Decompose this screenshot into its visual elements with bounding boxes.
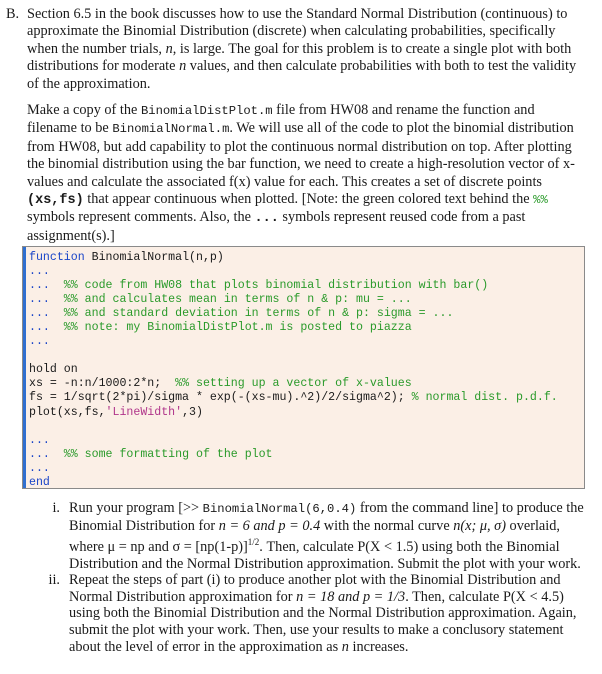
instructions-text-2: file from HW08 and rename the function and filename to be <box>27 102 535 137</box>
code-comment: %% some formatting of the plot <box>63 447 273 461</box>
points-variable: (xs,fs) <box>27 193 84 209</box>
task-number: ii. <box>48 572 60 589</box>
filename-binomialdistplot: BinomialDistPlot.m <box>140 104 273 118</box>
task-text: increases. <box>348 638 409 655</box>
keyword-function: function <box>29 251 85 264</box>
mean-sigma-formula: μ = np and σ = [np(1-p)] <box>107 538 248 555</box>
code-ellipsis: ... <box>29 265 50 279</box>
code-fs-line: fs = 1/sqrt(2*pi)/sigma * exp(-(xs-mu).^2)/2/sigma^2); <box>29 391 412 405</box>
task-text: . Then, calculate P(X < 4.5) using both the Binomial Distribution and the Normal Distribution approximation. Again, submit the plot with your work. Then, use your results to make a conclusory statement about the level of error in the approximation as <box>69 588 577 655</box>
instructions-text-4: that appear continuous when plotted. [Note: the green colored text behind the <box>83 191 534 208</box>
code-plot-line: plot(xs,fs, <box>29 405 106 419</box>
code-ellipsis: ... <box>29 279 50 293</box>
instructions-text-3: . We will use all of the code to plot the binomial distribution from HW08, but add capability to plot the continuous normal distribution on top. After plotting the binomial distribution using the bar function, we need to create a high-resolution vector of x-values and calculate the associated f(x) value for each. This creates a set of discrete points <box>27 120 575 190</box>
code-comment: %% code from HW08 that plots binomial distribution with bar() <box>63 279 489 293</box>
keyword-end: end <box>29 475 50 489</box>
normal-curve-notation: n(x; μ, σ) <box>453 517 506 534</box>
task-parameters: n = 6 and p = 0.4 <box>218 517 321 534</box>
code-xs-line: xs = -n:n/1000:2*n; <box>29 377 176 391</box>
task-text: from the command line] to produce the Binomial Distribution for <box>69 500 584 534</box>
var-n: n <box>165 40 173 57</box>
intro-text-2: , is large. The goal for this problem is to create a single plot with both distributions for moderate <box>27 40 572 75</box>
code-string: 'LineWidth' <box>105 405 183 419</box>
exponent-half: 1/2 <box>247 537 260 548</box>
code-comment: %% note: my BinomialDistPlot.m is posted to piazza <box>63 321 412 335</box>
code-comment: %% and calculates mean in terms of n & p: mu = ... <box>63 293 412 307</box>
code-text <box>29 251 558 490</box>
instructions-text-6: symbols represent reused code from a past assignment(s).] <box>27 209 526 244</box>
section-label: B. <box>6 6 20 22</box>
task-text: overlaid, where <box>69 517 560 555</box>
ellipsis-symbol: ... <box>254 211 279 227</box>
code-ellipsis: ... <box>29 307 50 321</box>
task-item-ii <box>40 572 585 655</box>
filename-binomialnormal: BinomialNormal.m <box>112 122 230 137</box>
code-comment: %% setting up a vector of x-values <box>175 377 412 391</box>
code-ellipsis: ... <box>29 433 50 447</box>
intro-text-3: values, and then calculate probabilities with both to test the validity of the approximation. <box>27 58 577 92</box>
command-binomialnormal: BinomialNormal(6,0.4) <box>202 502 357 516</box>
section-intro <box>6 6 582 93</box>
code-ellipsis: ... <box>29 335 50 349</box>
var-n: n <box>179 58 187 75</box>
task-number: i. <box>52 500 60 516</box>
code-comment: %% and standard deviation in terms of n & p: sigma = ... <box>63 307 454 321</box>
task-text: Run your program [>> <box>69 500 203 516</box>
code-comment: % normal dist. p.d.f. <box>411 391 558 405</box>
instructions-text-5: symbols represent comments. Also, the <box>27 209 255 226</box>
instructions-paragraph <box>27 102 582 245</box>
task-text: . Then, calculate P(X < 1.5) using both the Binomial Distribution and the Normal Distribution approximation. Submit the plot with your work. <box>69 538 581 572</box>
task-item-i <box>40 500 585 572</box>
function-signature: BinomialNormal(n,p) <box>84 251 224 264</box>
code-gutter-bar <box>23 247 26 488</box>
task-parameters: n = 18 and p = 1/3 <box>296 588 406 605</box>
code-ellipsis: ... <box>29 447 50 461</box>
code-listing <box>22 246 585 489</box>
task-list <box>40 500 585 655</box>
code-ellipsis: ... <box>29 321 50 335</box>
code-hold-on: hold on <box>29 363 78 377</box>
instructions-text-1: Make a copy of the <box>27 102 141 118</box>
comment-symbol: %% <box>533 193 548 208</box>
task-text: Repeat the steps of part (i) to produce another plot with the Binomial Distribution and Normal Distribution approximation for <box>69 572 561 605</box>
intro-text-1: Section 6.5 in the book discusses how to use the Standard Normal Distribution (continuous) to approximate the Binomial Distribution (discrete) when calculating probabilities, specifically when the number trials, <box>27 6 568 57</box>
task-text: with the normal curve <box>320 517 454 534</box>
var-n: n <box>341 638 349 655</box>
code-plot-line-end: ,3) <box>182 405 203 419</box>
code-ellipsis: ... <box>29 461 50 475</box>
code-ellipsis: ... <box>29 293 50 307</box>
